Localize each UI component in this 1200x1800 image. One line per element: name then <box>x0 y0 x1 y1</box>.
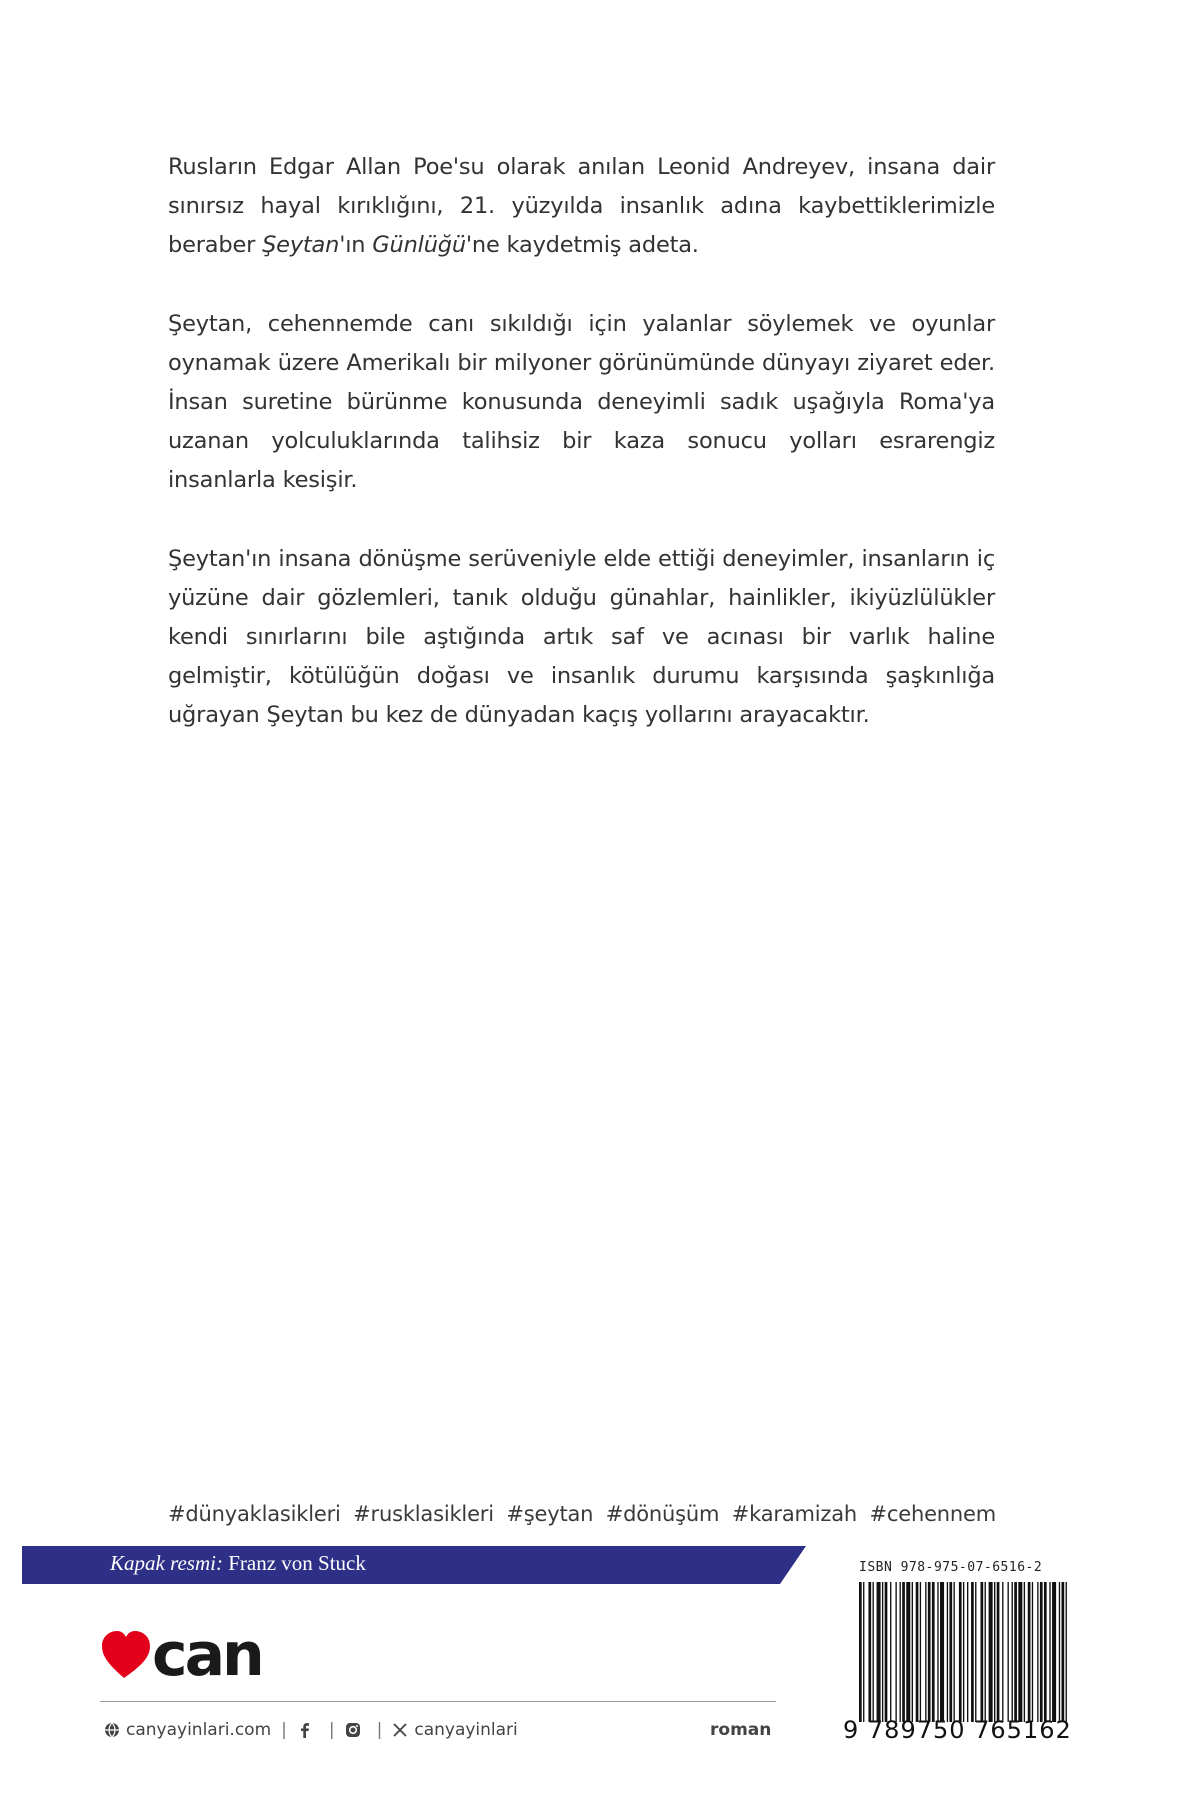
cover-credit-band <box>22 1546 806 1584</box>
barcode-bar <box>989 1582 993 1722</box>
can-logo <box>100 1620 300 1692</box>
isbn-barcode-block <box>843 1556 1083 1756</box>
barcode <box>859 1582 1069 1722</box>
barcode-bar <box>863 1582 864 1722</box>
barcode-bar <box>912 1582 913 1722</box>
genre-label: roman <box>710 1720 772 1740</box>
barcode-bar <box>981 1582 984 1722</box>
blurb-paragraph-1 <box>168 148 995 265</box>
hashtag: #şeytan <box>506 1502 594 1526</box>
barcode-bar <box>1014 1582 1017 1722</box>
blurb-title-gunlugu: Günlüğü <box>372 232 466 258</box>
barcode-bar <box>1049 1582 1050 1722</box>
barcode-bar <box>859 1582 862 1722</box>
barcode-bar <box>895 1582 896 1722</box>
cover-credit <box>110 1551 366 1576</box>
hashtag: #cehennem <box>869 1502 996 1526</box>
instagram-icon[interactable] <box>345 1722 361 1738</box>
barcode-bar <box>1044 1582 1047 1722</box>
barcode-bar <box>949 1582 952 1722</box>
barcode-bar <box>890 1582 891 1722</box>
barcode-bar <box>975 1582 976 1722</box>
barcode-bar <box>877 1582 881 1722</box>
barcode-bar <box>1032 1582 1033 1722</box>
barcode-bar <box>882 1582 883 1722</box>
publisher-contact-line <box>104 1716 518 1744</box>
barcode-bar <box>947 1582 948 1722</box>
barcode-bar <box>916 1582 919 1722</box>
barcode-bar <box>868 1582 871 1722</box>
can-logo-mark <box>100 1620 300 1692</box>
barcode-bar <box>937 1582 938 1722</box>
barcode-bar <box>985 1582 986 1722</box>
barcode-bar <box>954 1582 955 1722</box>
facebook-icon[interactable] <box>297 1722 313 1738</box>
cover-credit-label: Kapak resmi: <box>110 1551 223 1575</box>
barcode-bar <box>1008 1582 1009 1722</box>
barcode-bar <box>1002 1582 1003 1722</box>
blurb-p1-text-b: 'ın <box>339 232 373 258</box>
barcode-bar <box>932 1582 935 1722</box>
barcode-bar <box>967 1582 968 1722</box>
can-logo-text: can <box>152 1620 262 1690</box>
barcode-bar <box>994 1582 995 1722</box>
barcode-digits: 9 789750 765162 <box>843 1716 1072 1744</box>
back-cover-blurb <box>168 148 995 735</box>
barcode-bar <box>1037 1582 1038 1722</box>
barcode-bar <box>1066 1582 1067 1722</box>
cover-credit-name: Franz von Stuck <box>228 1551 366 1575</box>
barcode-bar <box>900 1582 901 1722</box>
hashtag: #rusklasikleri <box>353 1502 494 1526</box>
barcode-bar <box>885 1582 888 1722</box>
barcode-bar <box>1059 1582 1060 1722</box>
barcode-bar <box>963 1582 964 1722</box>
barcode-bar <box>959 1582 962 1722</box>
barcode-bar <box>906 1582 910 1722</box>
heart-icon <box>102 1631 150 1678</box>
barcode-bar <box>1024 1582 1025 1722</box>
hashtag: #dünyaklasikleri <box>168 1502 341 1526</box>
publisher-social-handle[interactable]: canyayinlari <box>414 1720 518 1740</box>
barcode-bar <box>1028 1582 1031 1722</box>
blurb-paragraph-2: Şeytan, cehennemde canı sıkıldığı için yalanlar söylemek ve oyunlar oynamak üzere Amerikalı bir milyoner görünümünde dünyayı ziyaret eder. İnsan suretine bürünme konusunda deneyimli sadık uşağıyla Roma'ya uzanan yolculuklarında talihsiz bir kaza sonucu yolları esrarengiz insanlarla kesişir. <box>168 311 995 493</box>
hashtag: #dönüşüm <box>605 1502 720 1526</box>
separator: | <box>376 1720 383 1740</box>
hashtag-line <box>168 1502 998 1526</box>
barcode-bar <box>1052 1582 1056 1722</box>
separator: | <box>281 1720 287 1740</box>
blurb-paragraph-3: Şeytan'ın insana dönüşme serüveniyle elde ettiği deneyimler, insanların iç yüzüne dair gözlemleri, tanık olduğu günahlar, hainlikler, ikiyüzlülükler kendi sınırlarını bile aştığında artık saf ve acınası bir varlık haline gelmiştir, kötülüğün doğası ve insanlık durumu karşısında şaşkınlığa uğrayan Şeytan bu kez de dünyadan kaçış yollarını arayacaktır. <box>168 546 995 728</box>
barcode-bar <box>1018 1582 1022 1722</box>
barcode-bar <box>928 1582 931 1722</box>
isbn-label: ISBN 978-975-07-6516-2 <box>859 1560 1043 1575</box>
barcode-bar <box>1012 1582 1013 1722</box>
x-icon[interactable] <box>392 1722 408 1738</box>
blurb-title-seytan: Şeytan <box>262 232 340 258</box>
barcode-bar <box>925 1582 926 1722</box>
barcode-bar <box>873 1582 874 1722</box>
barcode-bar <box>971 1582 974 1722</box>
barcode-bar <box>1040 1582 1043 1722</box>
hashtag: #karamizah <box>731 1502 858 1526</box>
separator: | <box>328 1720 335 1740</box>
publisher-website[interactable]: canyayinlari.com <box>126 1720 272 1740</box>
globe-icon <box>104 1722 120 1738</box>
blurb-p1-text-c: 'ne kaydetmiş adeta. <box>465 232 699 258</box>
blurb-p1-text-a: Rusların Edgar Allan Poe'su olarak anılan Leonid Andreyev, insana dair sınırsız hayal kırıklığını, 21. yüzyılda insanlık adına kaybettiklerimizle beraber <box>168 154 995 258</box>
barcode-bar <box>997 1582 1000 1722</box>
barcode-bar <box>920 1582 921 1722</box>
barcode-bar <box>940 1582 944 1722</box>
barcode-bar <box>902 1582 905 1722</box>
footer-divider <box>100 1701 776 1702</box>
barcode-bar <box>1062 1582 1065 1722</box>
